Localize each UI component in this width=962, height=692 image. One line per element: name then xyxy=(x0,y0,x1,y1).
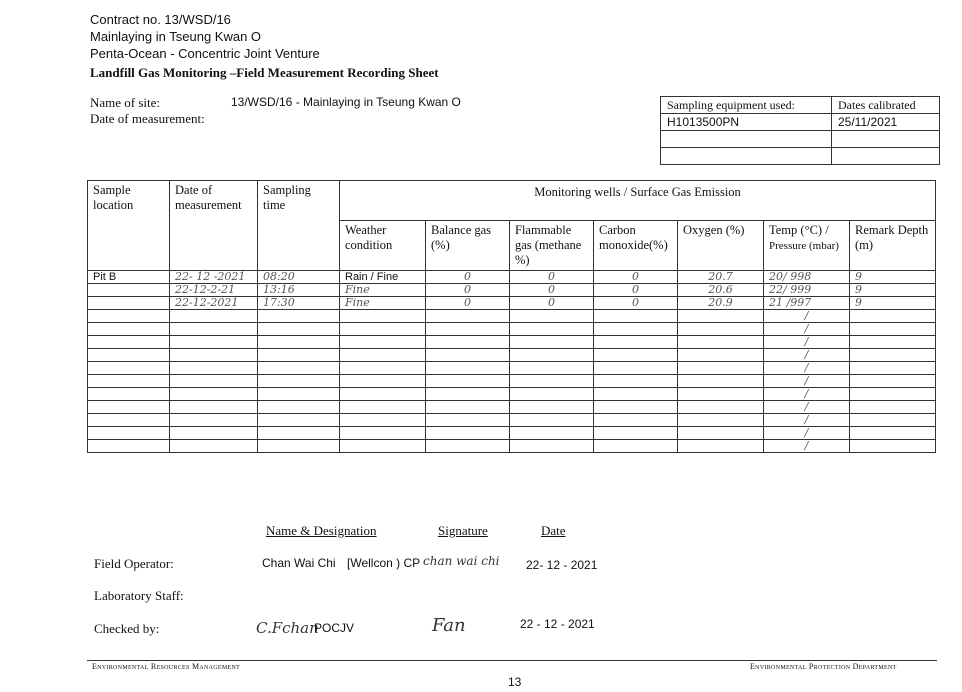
cell-carbon-monoxide xyxy=(594,310,678,323)
cell-remark xyxy=(850,440,936,453)
cell-remark xyxy=(850,349,936,362)
footer-left: Environmental Resources Management xyxy=(92,662,241,671)
cell-flammable-gas xyxy=(510,375,594,388)
cell-flammable-gas xyxy=(510,336,594,349)
cell-date xyxy=(170,323,258,336)
cell-flammable-gas: 0 xyxy=(510,271,594,284)
cell-time xyxy=(258,362,340,375)
cell-date xyxy=(170,388,258,401)
cell-date xyxy=(170,375,258,388)
cell-oxygen xyxy=(678,323,764,336)
cell-time: 17:30 xyxy=(258,297,340,310)
cell-weather xyxy=(340,336,426,349)
cell-temp-pressure: / xyxy=(764,401,850,414)
table-row xyxy=(88,414,936,427)
cell-oxygen xyxy=(678,388,764,401)
cell-balance-gas xyxy=(426,336,510,349)
equipment-cell: H1013500PN xyxy=(661,114,832,131)
cell-weather xyxy=(340,440,426,453)
cell-flammable-gas xyxy=(510,310,594,323)
site-name-value: 13/WSD/16 - Mainlaying in Tseung Kwan O xyxy=(231,95,461,109)
header-date-of-measurement: Date of measurement xyxy=(170,181,258,271)
cell-flammable-gas xyxy=(510,427,594,440)
cell-balance-gas: 0 xyxy=(426,271,510,284)
table-row xyxy=(88,349,936,362)
col-date: Date xyxy=(541,523,566,538)
cell-date xyxy=(170,427,258,440)
field-operator-signature: chan wai chi xyxy=(423,554,500,568)
cell-weather: Fine xyxy=(340,284,426,297)
footer-right: Environmental Protection Department xyxy=(750,662,897,671)
cell-location xyxy=(88,375,170,388)
cell-weather xyxy=(340,414,426,427)
calibration-cell xyxy=(832,131,940,148)
header-flammable-gas: Flammable gas (methane %) xyxy=(510,221,594,271)
table-row xyxy=(88,271,936,284)
table-row xyxy=(88,440,936,453)
col-signature: Signature xyxy=(438,523,488,538)
cell-remark xyxy=(850,362,936,375)
cell-carbon-monoxide: 0 xyxy=(594,284,678,297)
cell-time xyxy=(258,349,340,362)
cell-balance-gas xyxy=(426,362,510,375)
cell-balance-gas xyxy=(426,375,510,388)
cell-weather xyxy=(340,375,426,388)
cell-temp-pressure: / xyxy=(764,375,850,388)
cell-remark: 9 xyxy=(850,271,936,284)
cell-location xyxy=(88,427,170,440)
cell-carbon-monoxide xyxy=(594,375,678,388)
cell-temp-pressure: / xyxy=(764,427,850,440)
cell-remark xyxy=(850,323,936,336)
footer-rule xyxy=(87,660,937,661)
header-weather: Weather condition xyxy=(340,221,426,271)
field-operator-company: [Wellcon ) CP xyxy=(347,556,421,570)
cell-weather xyxy=(340,401,426,414)
header-remark-depth: Remark Depth (m) xyxy=(850,221,936,271)
cell-time: 13:16 xyxy=(258,284,340,297)
cell-balance-gas xyxy=(426,349,510,362)
calibration-cell: 25/11/2021 xyxy=(832,114,940,131)
cell-balance-gas: 0 xyxy=(426,297,510,310)
cell-carbon-monoxide xyxy=(594,388,678,401)
cell-temp-pressure: / xyxy=(764,414,850,427)
cell-remark xyxy=(850,310,936,323)
cell-flammable-gas xyxy=(510,323,594,336)
equipment-cell xyxy=(661,148,832,165)
checked-by-signature: Fan xyxy=(432,615,466,636)
cell-carbon-monoxide xyxy=(594,414,678,427)
cell-oxygen xyxy=(678,440,764,453)
cell-remark: 9 xyxy=(850,284,936,297)
cell-flammable-gas xyxy=(510,388,594,401)
checked-by-company: POCJV xyxy=(314,621,355,635)
cell-remark xyxy=(850,427,936,440)
cell-balance-gas xyxy=(426,440,510,453)
cell-flammable-gas: 0 xyxy=(510,284,594,297)
cell-carbon-monoxide: 0 xyxy=(594,271,678,284)
cell-time xyxy=(258,310,340,323)
cell-weather xyxy=(340,323,426,336)
calibration-cell xyxy=(832,148,940,165)
cell-weather xyxy=(340,349,426,362)
cell-date xyxy=(170,440,258,453)
cell-location xyxy=(88,284,170,297)
cell-remark xyxy=(850,388,936,401)
cell-remark xyxy=(850,336,936,349)
field-operator-name: Chan Wai Chi xyxy=(262,556,336,570)
page-number: 13 xyxy=(508,675,522,689)
cell-time xyxy=(258,414,340,427)
cell-time xyxy=(258,323,340,336)
cell-temp-pressure: / xyxy=(764,323,850,336)
cell-balance-gas xyxy=(426,414,510,427)
table-row xyxy=(88,427,936,440)
cell-date: 22- 12 -2021 xyxy=(170,271,258,284)
cell-temp-pressure: / xyxy=(764,310,850,323)
cell-date xyxy=(170,310,258,323)
cell-balance-gas xyxy=(426,323,510,336)
cell-time xyxy=(258,440,340,453)
cell-oxygen xyxy=(678,414,764,427)
cell-carbon-monoxide xyxy=(594,323,678,336)
cell-location: Pit B xyxy=(88,271,170,284)
cell-carbon-monoxide xyxy=(594,336,678,349)
cell-carbon-monoxide xyxy=(594,349,678,362)
table-row xyxy=(88,388,936,401)
table-row xyxy=(88,310,936,323)
cell-location xyxy=(88,297,170,310)
cell-remark: 9 xyxy=(850,297,936,310)
cell-oxygen xyxy=(678,349,764,362)
header-temp-pressure xyxy=(764,221,850,271)
equipment-header: Sampling equipment used: xyxy=(661,97,832,114)
cell-oxygen xyxy=(678,375,764,388)
cell-date xyxy=(170,336,258,349)
cell-balance-gas xyxy=(426,427,510,440)
cell-location xyxy=(88,388,170,401)
cell-carbon-monoxide xyxy=(594,427,678,440)
cell-balance-gas xyxy=(426,401,510,414)
cell-date: 22-12-2021 xyxy=(170,297,258,310)
header-sample-location: Sample location xyxy=(88,181,170,271)
header-carbon-monoxide: Carbon monoxide(%) xyxy=(594,221,678,271)
checked-by-label: Checked by: xyxy=(94,621,160,636)
header-monitoring-group: Monitoring wells / Surface Gas Emission xyxy=(340,181,936,221)
checked-by-handwritten-name: C.Fchan xyxy=(256,619,319,637)
cell-location xyxy=(88,414,170,427)
cell-oxygen xyxy=(678,310,764,323)
date-of-measurement-label: Date of measurement: xyxy=(90,111,205,126)
cell-flammable-gas xyxy=(510,414,594,427)
cell-remark xyxy=(850,414,936,427)
cell-temp-pressure: / xyxy=(764,362,850,375)
equipment-cell xyxy=(661,131,832,148)
cell-flammable-gas xyxy=(510,401,594,414)
cell-location xyxy=(88,349,170,362)
cell-oxygen xyxy=(678,362,764,375)
cell-time xyxy=(258,388,340,401)
cell-balance-gas: 0 xyxy=(426,284,510,297)
cell-weather xyxy=(340,388,426,401)
cell-date xyxy=(170,362,258,375)
table-row xyxy=(88,401,936,414)
table-row xyxy=(88,375,936,388)
contractor-name: Penta-Ocean - Concentric Joint Venture xyxy=(90,46,320,61)
cell-remark xyxy=(850,375,936,388)
cell-oxygen: 20.7 xyxy=(678,271,764,284)
cell-weather: Rain / Fine xyxy=(340,271,426,284)
sheet-title: Landfill Gas Monitoring –Field Measurement Recording Sheet xyxy=(90,65,439,80)
cell-temp-pressure: / xyxy=(764,349,850,362)
cell-carbon-monoxide xyxy=(594,362,678,375)
cell-weather: Fine xyxy=(340,297,426,310)
equipment-table xyxy=(660,96,940,165)
cell-balance-gas xyxy=(426,388,510,401)
cell-remark xyxy=(850,401,936,414)
cell-weather xyxy=(340,362,426,375)
cell-weather xyxy=(340,427,426,440)
header-sampling-time: Sampling time xyxy=(258,181,340,271)
cell-flammable-gas xyxy=(510,349,594,362)
header-temp: Temp (°C) / xyxy=(769,223,829,237)
cell-time xyxy=(258,401,340,414)
table-row xyxy=(88,284,936,297)
cell-date xyxy=(170,401,258,414)
cell-location xyxy=(88,440,170,453)
cell-oxygen xyxy=(678,427,764,440)
cell-time xyxy=(258,336,340,349)
col-name-designation: Name & Designation xyxy=(266,523,377,538)
header-pressure: Pressure (mbar) xyxy=(769,240,839,252)
cell-location xyxy=(88,323,170,336)
cell-temp-pressure: 21 /997 xyxy=(764,297,850,310)
cell-oxygen xyxy=(678,336,764,349)
cell-carbon-monoxide: 0 xyxy=(594,297,678,310)
cell-location xyxy=(88,362,170,375)
header-balance-gas: Balance gas (%) xyxy=(426,221,510,271)
measurement-table xyxy=(87,180,936,453)
cell-temp-pressure: / xyxy=(764,388,850,401)
cell-time: 08:20 xyxy=(258,271,340,284)
cell-location xyxy=(88,310,170,323)
cell-weather xyxy=(340,310,426,323)
cell-date: 22-12-2-21 xyxy=(170,284,258,297)
cell-oxygen: 20.6 xyxy=(678,284,764,297)
table-row xyxy=(88,362,936,375)
field-operator-date: 22- 12 - 2021 xyxy=(526,558,598,572)
checked-by-date: 22 - 12 - 2021 xyxy=(520,617,595,631)
cell-oxygen: 20.9 xyxy=(678,297,764,310)
cell-location xyxy=(88,401,170,414)
cell-temp-pressure: 22/ 999 xyxy=(764,284,850,297)
cell-flammable-gas xyxy=(510,362,594,375)
table-row xyxy=(88,297,936,310)
cell-carbon-monoxide xyxy=(594,401,678,414)
cell-flammable-gas xyxy=(510,440,594,453)
cell-oxygen xyxy=(678,401,764,414)
cell-date xyxy=(170,414,258,427)
cell-flammable-gas: 0 xyxy=(510,297,594,310)
cell-date xyxy=(170,349,258,362)
site-name-label: Name of site: xyxy=(90,95,161,110)
project-name: Mainlaying in Tseung Kwan O xyxy=(90,29,262,44)
cell-temp-pressure: / xyxy=(764,440,850,453)
cell-carbon-monoxide xyxy=(594,440,678,453)
cell-balance-gas xyxy=(426,310,510,323)
header-oxygen: Oxygen (%) xyxy=(678,221,764,271)
cell-time xyxy=(258,375,340,388)
table-row xyxy=(88,336,936,349)
contract-number: Contract no. 13/WSD/16 xyxy=(90,12,231,27)
cell-time xyxy=(258,427,340,440)
lab-staff-label: Laboratory Staff: xyxy=(94,588,184,603)
table-row xyxy=(88,323,936,336)
cell-temp-pressure: 20/ 998 xyxy=(764,271,850,284)
cell-temp-pressure: / xyxy=(764,336,850,349)
cell-location xyxy=(88,336,170,349)
calibration-header: Dates calibrated xyxy=(832,97,940,114)
field-operator-label: Field Operator: xyxy=(94,556,174,571)
